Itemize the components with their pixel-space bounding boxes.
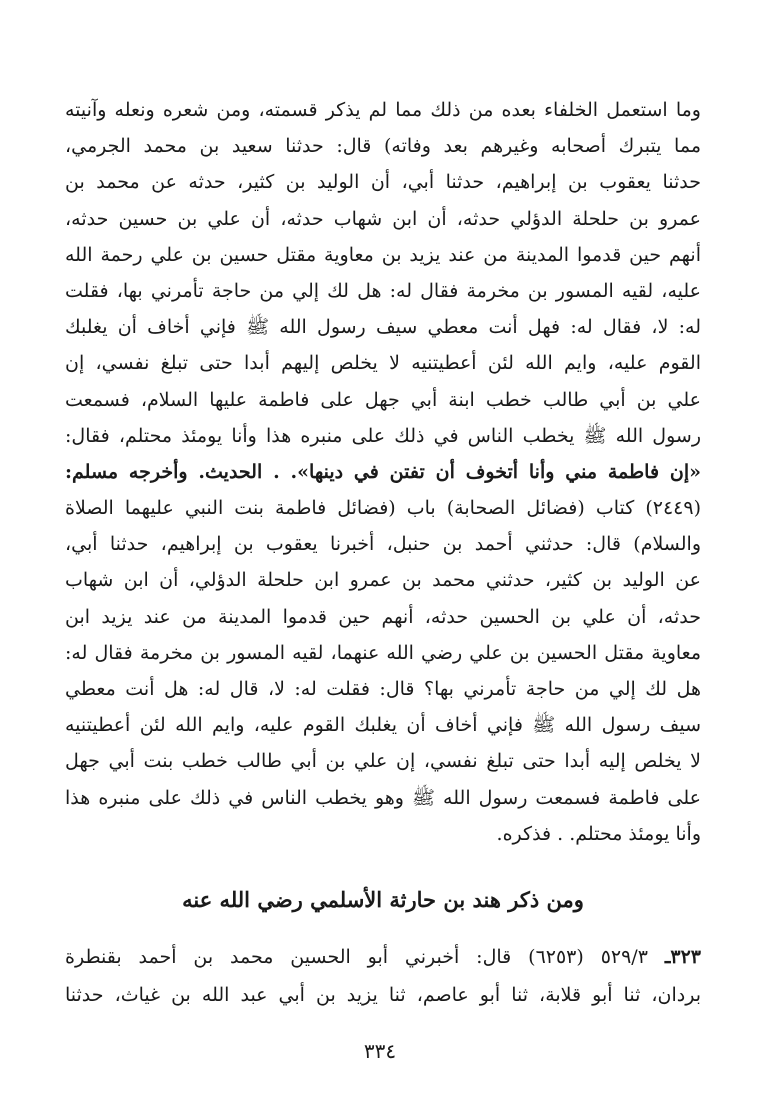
text-line-quote: «إن فاطمة مني وأنا أتخوف أن تفتن في دينها». . الحديث. وأخرجه مسلم: xyxy=(65,460,701,483)
text-line: رسول الله ﷺ يخطب الناس في ذلك على منبره هذا وأنا يومئذ محتلم، فقال: xyxy=(65,424,701,447)
text-line: عن الوليد بن كثير، حدثني محمد بن عمرو ابن حلحلة الدؤلي، أن ابن شهاب xyxy=(65,569,701,592)
text-line: مما يتبرك أصحابه وغيرهم بعد وفاته) قال: حدثنا سعيد بن محمد الجرمي، xyxy=(65,135,701,158)
text-line: أنهم حين قدموا المدينة من عند يزيد بن معاوية مقتل حسين بن علي رحمة الله xyxy=(65,243,701,266)
text-line: معاوية مقتل الحسين بن علي رضي الله عنهما، لقيه المسور بن مخرمة فقال له: xyxy=(65,641,701,664)
entry-number: ٣٢٣ـ xyxy=(664,946,701,968)
entry-line xyxy=(65,938,701,976)
text-line: (٢٤٤٩) كتاب (فضائل الصحابة) باب (فضائل فاطمة بنت النبي عليهما الصلاة xyxy=(65,497,701,520)
text-line: هل لك إلي من حاجة تأمرني بها؟ قال: فقلت له: لا، قال له: هل أنت معطي xyxy=(65,678,701,700)
text-line: لا يخلص إليه أبدا حتى تبلغ نفسي، إن علي بن أبي طالب خطب بنت أبي جهل xyxy=(65,750,701,773)
text-line: القوم عليه، وايم الله لئن أعطيتنيه لا يخلص إليهم أبدا حتى تبلغ نفسي، إن xyxy=(65,352,701,375)
text-line: عليه، لقيه المسور بن مخرمة فقال له: هل لك إلي من حاجة تأمرني بها، فقلت xyxy=(65,279,701,302)
text-line: له: لا، فقال له: فهل أنت معطي سيف رسول الله ﷺ فإني أخاف أن يغلبك xyxy=(65,316,701,339)
text-line: والسلام) قال: حدثني أحمد بن حنبل، أخبرنا يعقوب بن إبراهيم، حدثنا أبي، xyxy=(65,533,701,556)
text-line: وما استعمل الخلفاء بعده من ذلك مما لم يذكر قسمته، ومن شعره ونعله وآنيته xyxy=(65,99,701,121)
text-line: على فاطمة فسمعت رسول الله ﷺ وهو يخطب الناس في ذلك على منبره هذا xyxy=(65,786,701,809)
entry-line-rest: ٥٢٩/٣ (٦٢٥٣) قال: أخبرني أبو الحسين محمد بن أحمد بقنطرة xyxy=(65,946,648,968)
entry-paragraph xyxy=(65,938,701,1014)
text-line: سيف رسول الله ﷺ فإني أخاف أن يغلبك القوم عليه، وايم الله لئن أعطيتنيه xyxy=(65,714,701,737)
section-heading: ومن ذكر هند بن حارثة الأسلمي رضي الله عنه xyxy=(182,887,584,912)
text-line: حدثه، أن علي بن الحسين حدثه، أنهم حين قدموا المدينة من عند يزيد ابن xyxy=(65,605,701,628)
entry-line: بردان، ثنا أبو قلابة، ثنا أبو عاصم، ثنا يزيد بن أبي عبد الله بن غياث، حدثنا xyxy=(65,984,701,1006)
text-line: عمرو بن حلحلة الدؤلي حدثه، أن ابن شهاب حدثه، أن علي بن حسين حدثه، xyxy=(65,207,701,230)
text-line: حدثنا يعقوب بن إبراهيم، حدثنا أبي، أن الوليد بن كثير، حدثه عن محمد بن xyxy=(65,171,701,194)
text-line: وأنا يومئذ محتلم. . فذكره. xyxy=(496,822,701,845)
main-paragraph xyxy=(65,92,701,852)
page-number: ٣٣٤ xyxy=(363,1039,397,1063)
text-line: علي بن أبي طالب خطب ابنة أبي جهل على فاطمة عليها السلام، فسمعت xyxy=(65,388,701,411)
